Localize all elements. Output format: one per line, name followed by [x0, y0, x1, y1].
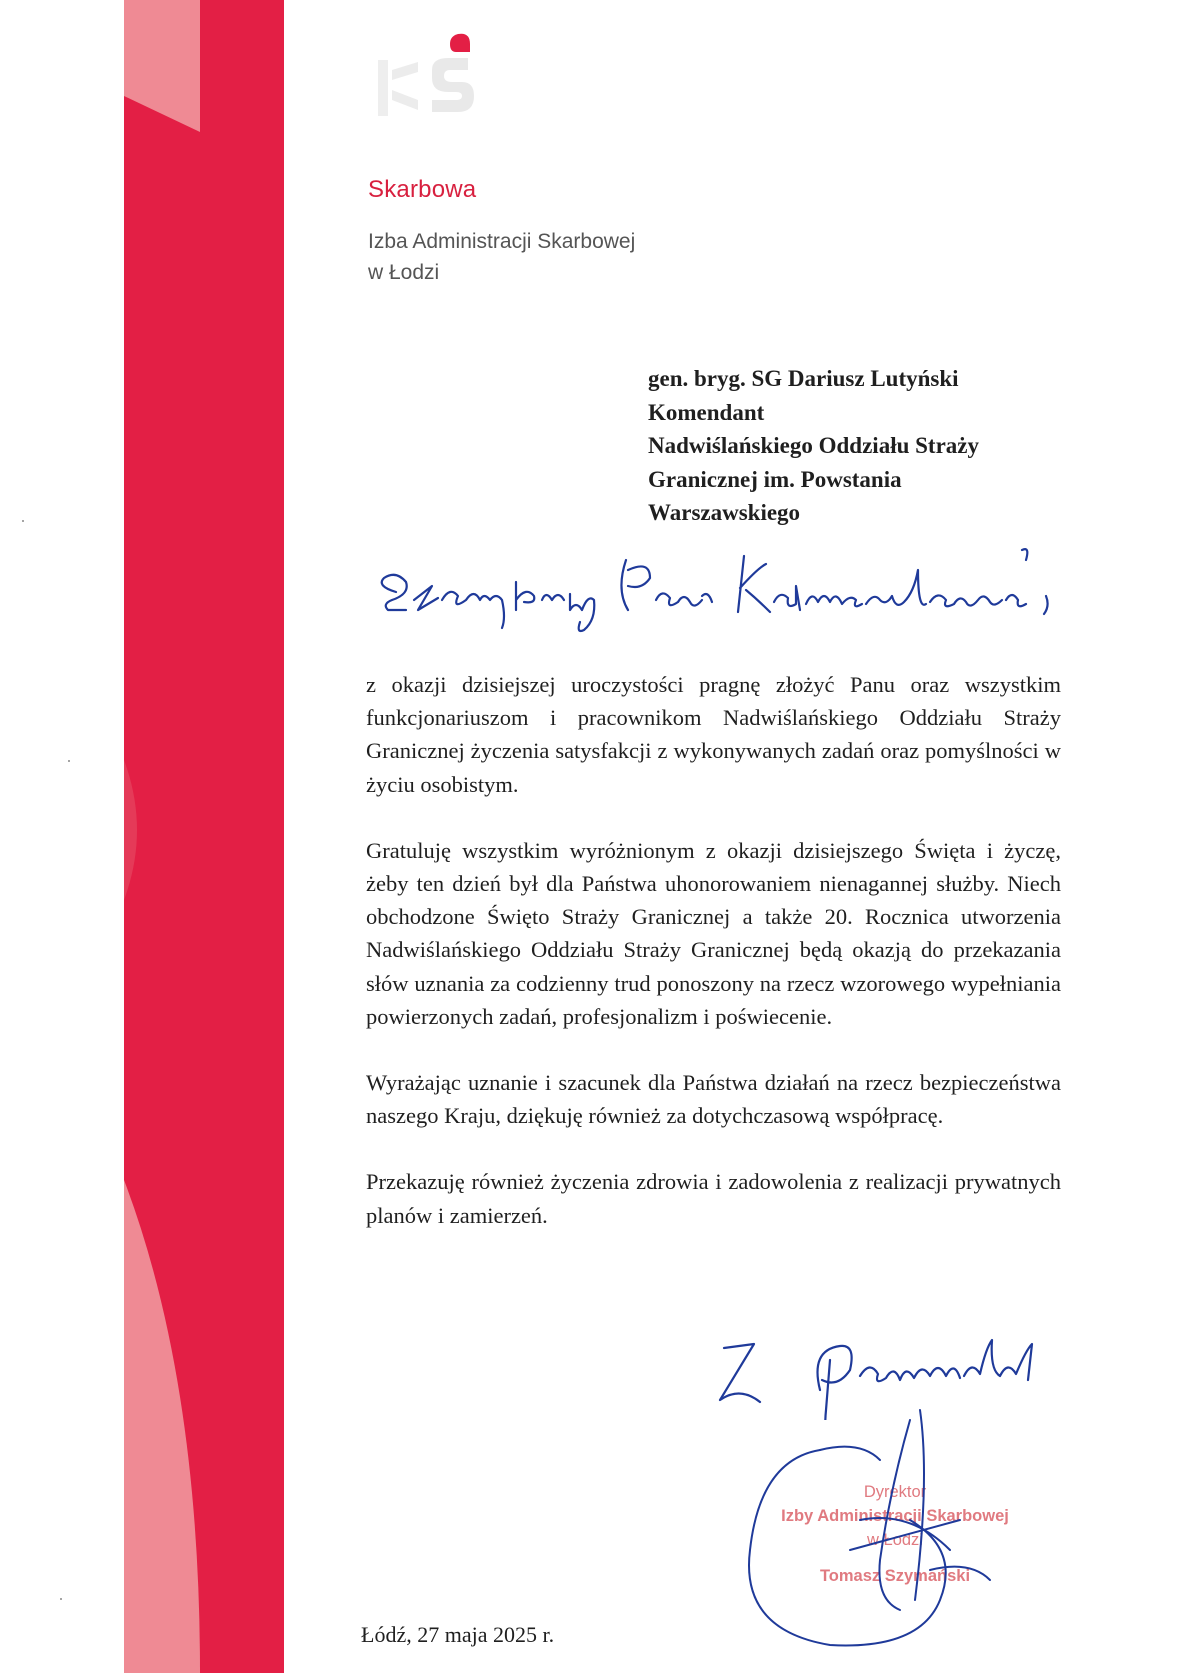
office-line: Izba Administracji Skarbowej	[368, 230, 636, 253]
office-line: w Łodzi	[368, 261, 440, 284]
stamp-line: Tomasz Szymański	[819, 1567, 971, 1585]
stamp-line: Dyrektor	[863, 1483, 927, 1501]
brand-name: Skarbowa	[368, 176, 477, 203]
office-name	[368, 226, 635, 288]
body-paragraph: Wyrażając uznanie i szacunek dla Państwa działań na rzecz bezpieczeństwa naszego Kraju, dziękuję również za dotychczasową współpracę.	[366, 1070, 1061, 1129]
scan-speck	[22, 520, 24, 522]
stamp-line: w Łodzi	[867, 1531, 923, 1549]
signature-drawing	[740, 1400, 1040, 1650]
addressee-block	[648, 362, 1068, 530]
place-and-date: Łódź, 27 maja 2025 r.	[361, 1622, 555, 1647]
ks-logo-icon	[370, 30, 510, 120]
handwritten-salutation	[366, 530, 1086, 640]
letter-body	[366, 668, 1061, 1265]
scan-speck	[60, 1598, 62, 1600]
stamp-line: Izby Administracji Skarbowej	[781, 1507, 1009, 1525]
addressee-line: Komendant	[648, 399, 765, 425]
body-paragraph: z okazji dzisiejszej uroczystości pragnę złożyć Panu oraz wszystkim funkcjonariuszom i pracownikom Nadwiślańskiego Oddziału Straży Granicznej życzenia satysfakcji z wykonywanych zadań oraz pomyślności w życiu osobistym.	[366, 672, 1061, 797]
addressee-line: Nadwiślańskiego Oddziału Straży	[648, 433, 979, 458]
body-paragraph: Gratuluję wszystkim wyróżnionym z okazji dzisiejszego Święta i życzę, żeby ten dzień był dla Państwa uhonorowaniem nienagannej służby. Niech obchodzone Święto Straży Granicznej a także 20. Rocznica utworzenia Nadwiślańskiego Oddziału Straży Granicznej będą okazją do przekazania słów uznania za codzienny trud ponoszony na rzecz wzorowego wypełniania powierzonych zadań, profesjonalizm i poświecenie.	[366, 837, 1061, 1029]
addressee-line: Warszawskiego	[648, 500, 801, 525]
addressee-line: gen. bryg. SG Dariusz Lutyński	[648, 366, 959, 391]
body-paragraph: Przekazuję również życzenia zdrowia i zadowolenia z realizacji prywatnych planów i zamierzeń.	[366, 1169, 1061, 1228]
scan-speck	[68, 760, 70, 762]
addressee-line: Granicznej im. Powstania	[648, 466, 902, 492]
